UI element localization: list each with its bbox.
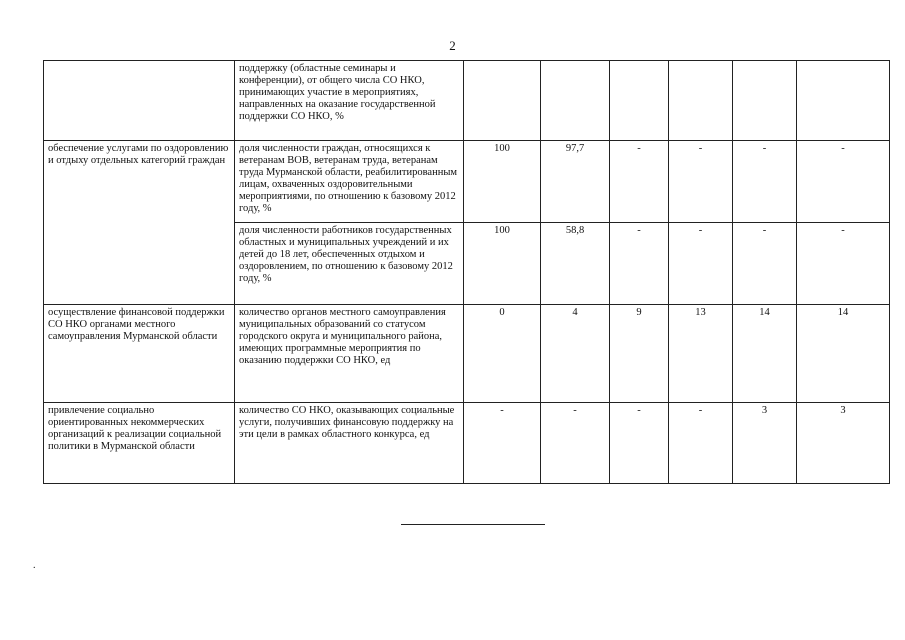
value-cell: 3: [797, 403, 890, 484]
indicators-table: [43, 60, 890, 484]
table-row: [44, 403, 890, 484]
table-row: [44, 61, 890, 141]
value-cell: 0: [464, 305, 541, 403]
value-cell: 14: [733, 305, 797, 403]
value-cell: -: [541, 403, 610, 484]
table-row: [44, 141, 890, 223]
value-cell: -: [669, 403, 733, 484]
value-cell: -: [733, 141, 797, 223]
value-cell: -: [797, 141, 890, 223]
value-cell: -: [610, 141, 669, 223]
table-row: [44, 305, 890, 403]
indicator-cell: количество СО НКО, оказывающих социальные услуги, получивших финансовую поддержку на эти цели в рамках областного конкурса, ед: [235, 403, 464, 484]
value-cell: [541, 61, 610, 141]
value-cell: -: [464, 403, 541, 484]
value-cell: 13: [669, 305, 733, 403]
value-cell: -: [669, 223, 733, 305]
end-of-document-line: [401, 524, 545, 525]
value-cell: [464, 61, 541, 141]
value-cell: -: [610, 223, 669, 305]
task-cell: осуществление финансовой поддержки СО НКО органами местного самоуправления Мурманской области: [44, 305, 235, 403]
task-cell: привлечение социально ориентированных некоммерческих организаций к реализации социальной политики в Мурманской области: [44, 403, 235, 484]
value-cell: 97,7: [541, 141, 610, 223]
value-cell: 4: [541, 305, 610, 403]
value-cell: 100: [464, 223, 541, 305]
indicator-cell: доля численности работников государственных областных и муниципальных учреждений и их детей до 18 лет, обеспеченных отдыхом и оздоровлением, по отношению к базовому 2012 году, %: [235, 223, 464, 305]
task-cell: [44, 61, 235, 141]
value-cell: 14: [797, 305, 890, 403]
indicator-cell: поддержку (областные семинары и конференции), от общего числа СО НКО, принимающих участие в мероприятиях, направленных на оказание государственной поддержки СО НКО, %: [235, 61, 464, 141]
value-cell: [669, 61, 733, 141]
task-cell: обеспечение услугами по оздоровлению и отдыху отдельных категорий граждан: [44, 141, 235, 305]
value-cell: 100: [464, 141, 541, 223]
value-cell: [797, 61, 890, 141]
value-cell: 3: [733, 403, 797, 484]
indicator-cell: количество органов местного самоуправления муниципальных образований со статусом городского округа и муниципального района, имеющих программные мероприятия по оказанию поддержки СО НКО, ед: [235, 305, 464, 403]
value-cell: [733, 61, 797, 141]
value-cell: [610, 61, 669, 141]
page-number: 2: [449, 38, 456, 53]
value-cell: -: [669, 141, 733, 223]
value-cell: -: [733, 223, 797, 305]
value-cell: -: [610, 403, 669, 484]
stray-dot-mark: .: [33, 560, 36, 571]
value-cell: 58,8: [541, 223, 610, 305]
indicator-cell: доля численности граждан, относящихся к ветеранам ВОВ, ветеранам труда, ветеранам труда Мурманской области, реабилитированным лицам, охваченных оздоровительными мероприятиями, по отношению к базовому 2012 году, %: [235, 141, 464, 223]
value-cell: -: [797, 223, 890, 305]
value-cell: 9: [610, 305, 669, 403]
